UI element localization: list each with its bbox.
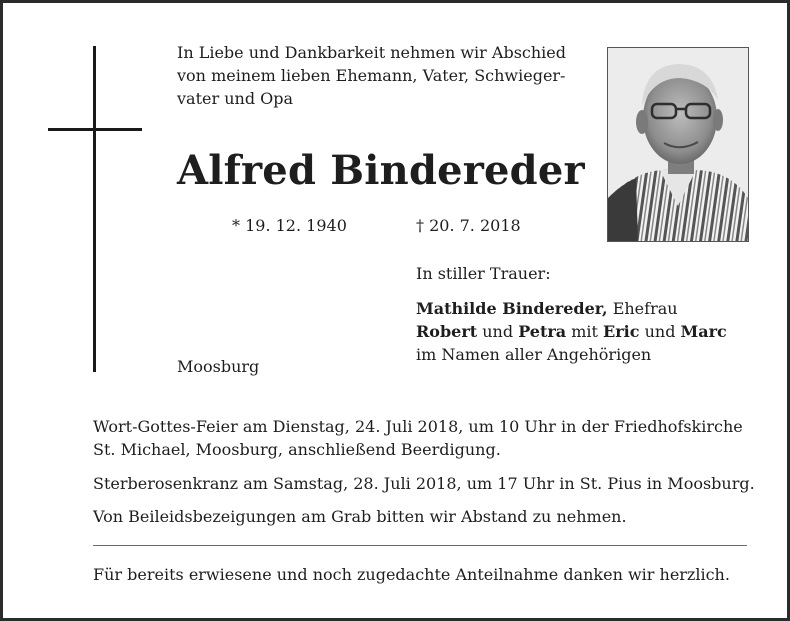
intro-line: In Liebe und Dankbarkeit nehmen wir Abschied [177, 43, 567, 62]
intro-text [177, 41, 597, 110]
connector-text: und [639, 322, 681, 341]
connector-text: und [477, 322, 519, 341]
deceased-name: Alfred Bindereder [177, 147, 585, 194]
cross-icon-bar [48, 128, 142, 131]
portrait-photo [607, 47, 749, 242]
mourner-name: Robert [416, 322, 478, 341]
connector-text: mit [566, 322, 604, 341]
place-name: Moosburg [177, 357, 260, 376]
condolence-request: Von Beileidsbezeigungen am Grab bitten wir Abstand zu nehmen. [93, 507, 627, 526]
birth-date: * 19. 12. 1940 [232, 216, 347, 235]
cross-icon [93, 46, 96, 372]
thanks-text: Für bereits erwiesene und noch zugedachte Anteilnahme danken wir herzlich. [93, 565, 730, 584]
death-date: † 20. 7. 2018 [416, 216, 521, 235]
mourner-name: Petra [518, 322, 567, 341]
funeral-info: Wort-Gottes-Feier am Dienstag, 24. Juli 2018, um 10 Uhr in der Friedhofskirche St. Michael, Moosburg, anschließend Beerdigung. [93, 417, 743, 459]
mourner-name: Marc [680, 322, 727, 341]
mourner-row [416, 297, 727, 320]
intro-line: von meinem lieben Ehemann, Vater, Schwieger- [177, 66, 566, 85]
mourner-name: Eric [603, 322, 640, 341]
mourner-row: im Namen aller Angehörigen [416, 345, 652, 364]
mourner-relation: Ehefrau [607, 299, 678, 318]
rosary-info: Sterberosenkranz am Samstag, 28. Juli 2018, um 17 Uhr in St. Pius in Moosburg. [93, 474, 755, 493]
mourner-row [416, 320, 727, 343]
mourners-heading: In stiller Trauer: [416, 264, 551, 283]
mourners-block [416, 262, 727, 366]
intro-line: vater und Opa [177, 89, 294, 108]
mourner-name: Mathilde Bindereder, [416, 299, 608, 318]
divider [93, 545, 747, 546]
